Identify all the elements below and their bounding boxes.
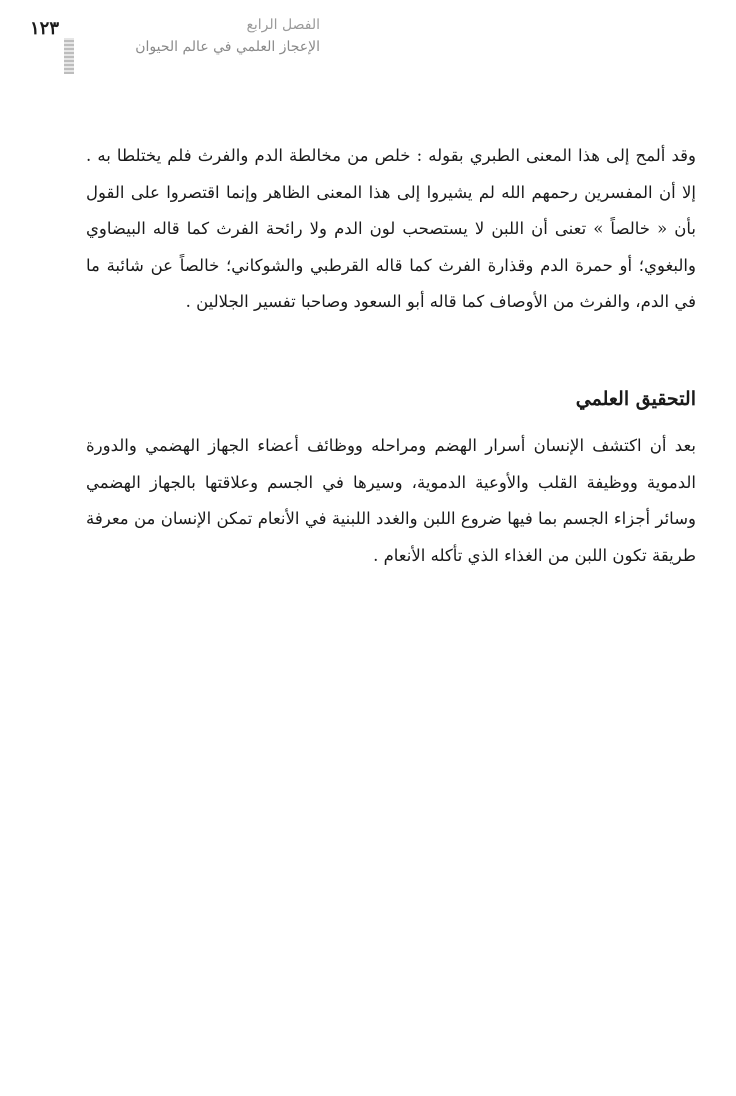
intro-paragraph: وقد ألمح إلى هذا المعنى الطبري بقوله : خلص من مخالطة الدم والفرث فلم يختلطا به . إلا أن المفسرين رحمهم الله لم يشيروا إلى هذا المعنى الظاهر وإنما اقتصروا على القول بأن « خالصاً » تعنى أن اللبن لا يستصحب لون الدم ولا رائحة الفرث كما قاله البيضاوي والبغوي؛ أو حمرة الدم وقذارة الفرث كما قاله القرطبي والشوكاني؛ خالصاً عن شائبة ما في الدم، والفرث من الأوصاف كما قاله أبو السعود وصاحبا تفسير الجلالين .	[86, 146, 696, 311]
section-heading: التحقيق العلمي	[575, 388, 696, 410]
section-paragraph-block	[86, 428, 696, 574]
book-title: الإعجاز العلمي في عالم الحيوان	[135, 39, 320, 55]
running-header	[90, 14, 320, 58]
section-paragraph: بعد أن اكتشف الإنسان أسرار الهضم ومراحله ووظائف أعضاء الجهاز الهضمي والدورة الدموية ووظيفة القلب والأوعية الدموية، وسيرها في الجسم وعلاقتها بالجهاز الهضمي وسائر أجزاء الجسم بما فيها ضروع اللبن والغدد اللبنية في الأنعام تمكن الإنسان من معرفة طريقة تكون اللبن من الغذاء الذي تأكله الأنعام .	[86, 436, 696, 565]
intro-paragraph-block	[86, 138, 696, 321]
chapter-title: الفصل الرابع	[246, 17, 320, 33]
page-number: ١٢٣	[30, 18, 60, 39]
header-ornament	[64, 38, 74, 74]
